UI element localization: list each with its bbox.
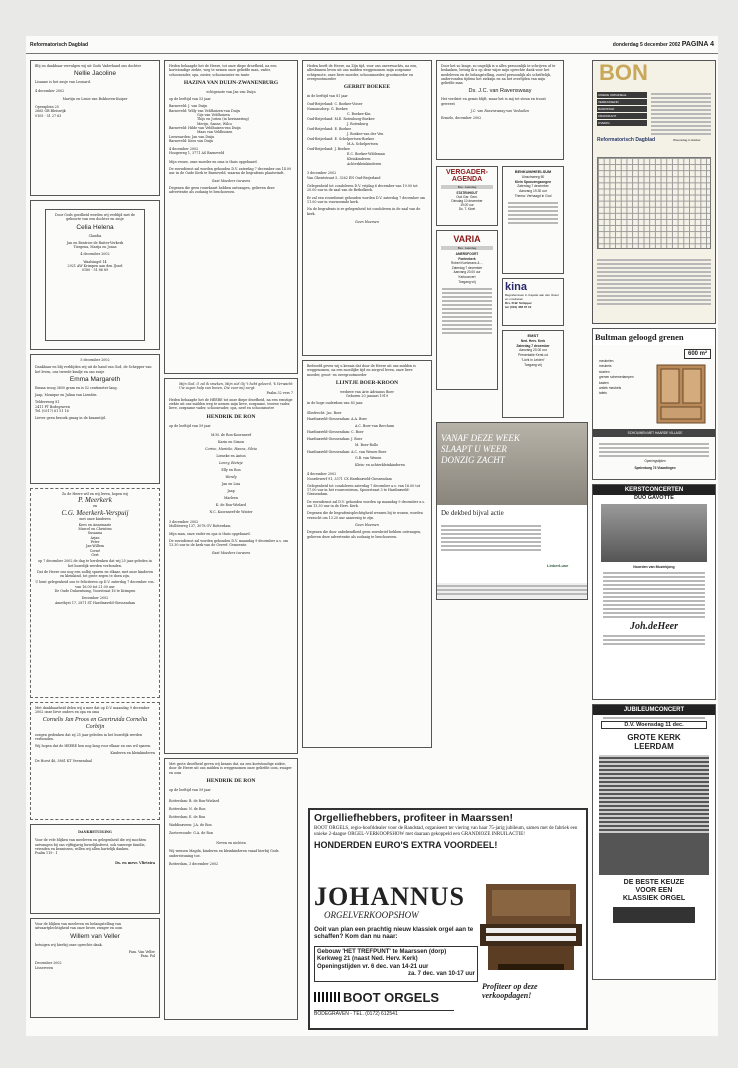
location-line: Gebouw 'HET TREFPUNT' te Maarssen (dorp) — [317, 949, 447, 955]
list-item: Marcel en Christien — [78, 527, 112, 532]
bon-sub: Woensdag 2 oktober — [673, 138, 701, 142]
location-line: za. 7 dec. van 10-17 uur — [407, 971, 475, 978]
bon-tab: RANDSTAD — [597, 106, 647, 112]
relative: Barneveld: Willy van Veldhuizen-van Duijn — [169, 108, 240, 113]
joh-de-heer-logo: Joh.deHeer — [629, 621, 679, 632]
notice-sig: Ds. en mevr. Vlietstra — [115, 861, 155, 866]
obituary-boekee — [302, 60, 432, 356]
notice-address: Hoogeweg 1, 3771 AS Barneveld — [169, 151, 225, 156]
notice-intro: Heden heeft de Heere, na Zijn tijd, voor ons onverwachts, na een, allesbinnen leven uit ons midden weggenomen mijn zorgzame echtgenote, onze lieve moeder, schoonmoeder, grootmoeder en overgrootmoeder — [307, 64, 418, 81]
ad-line: Presentatie Kerst-cd — [518, 353, 548, 358]
list-item: Elly en Ron — [221, 468, 241, 473]
notice-line: Degenen die door onbekendheid geen rouwbrief hebben ontvangen, gelieven deze advertentie als zodanig te beschouwen. — [307, 530, 422, 539]
relative: Maas van Veldhuizen — [197, 130, 233, 135]
notice-date: 4 december 2002 — [169, 147, 199, 152]
ad-line: Klein Sponzengzongen — [514, 179, 552, 184]
notice-line: op 7 december 2002 de dag te herdenken dat wij 25 jaar geleden in het huwelijk werden verbonden. — [38, 559, 152, 568]
bon-tab: UNIEKE ORIGINELE — [597, 92, 647, 98]
agenda-item: Ds. T. Kloet — [458, 207, 476, 211]
relative: Sliedrecht: Jac. Boer — [307, 410, 342, 415]
notice-date: 3 december 2002 — [169, 520, 199, 525]
agenda-item: STATENHOUT — [456, 191, 478, 195]
obituary-boer-kroon — [302, 360, 432, 748]
couple-name: Cornelis Jan Proos en Geertruida Cornelia Corbijn — [42, 716, 148, 730]
relative: Waddinxveen: J.A. de Ron — [169, 823, 212, 828]
relative: M.A. Schelpertsen — [347, 142, 378, 147]
johannus-slogan: Profiteer op deze verkoopdagen! — [482, 982, 538, 1000]
notice-intro: Heden behaagde het de HEERE tot onze diepe droefheid, na een ernstige ziekte uit ons midden weg te nemen mijn lieve, zorgzame, trouwe vader, lieve, zorgzame vader, schoonvader, opa, neef en schoonzuster — [169, 397, 293, 411]
notice-intro: Dankbaar en blij verblijden wij uit de hand van God, de Schepper van het leven, ons tweede kindje en ons zusje — [35, 365, 152, 374]
relative: Rotterdam: E. de Ron — [169, 815, 206, 820]
notice-line: Gaat Moeders toewens — [211, 178, 251, 183]
list-item: kasten — [599, 380, 609, 385]
relative: Hardinxveld-Giessendam: C. Boer — [307, 430, 364, 435]
notice-address: Van Ghentstraat 5, 3262 EN Oud-Beijerland — [307, 175, 381, 180]
notice-address: Operaplein 25 — [35, 105, 59, 110]
ad-line: Aanvang 19.30 uur — [519, 189, 547, 194]
relative: Oud-Beijerland: E. Boekee — [307, 127, 352, 132]
list-item: Arjan — [90, 535, 100, 540]
relative: Gijs van Veldhuizen — [197, 113, 230, 118]
notice-address: 2921 AW Krimpen aan den IJssel — [67, 264, 123, 269]
thanks-notice — [30, 824, 160, 914]
jub-slogan: KLASSIEK ORGEL — [622, 895, 686, 902]
deceased-name: HENDRIK DE RON — [206, 413, 256, 420]
relative: Oud-Beijerland: C. Boekee-Visser — [307, 102, 363, 107]
notice-line: Mijn man, onze vader en opa is thuis opgebaard. — [169, 531, 251, 536]
kerstconcert-ad — [592, 484, 716, 700]
notice-intro: Zo de Heere wil en wij leven, hopen wij — [61, 492, 129, 496]
johannus-logo-sub: ORGELVERKOOPSHOW — [324, 910, 419, 920]
relative: Thijs en Jorien (in herinnering) — [197, 117, 249, 122]
jubileum-ad — [592, 704, 716, 980]
relative: Barneveld: J. van Duijn — [169, 104, 208, 109]
headline-line: VANAF DEZE WEEK — [441, 433, 520, 443]
ad-line: Zaterdag 7 december — [517, 184, 549, 189]
relative: Rotterdam: B. de Ron-Wielard — [169, 799, 220, 804]
list-item: meubels — [599, 364, 612, 369]
jub-slogan: VOOR EEN — [635, 887, 673, 894]
relative: Numansdorp: G. Boekee — [307, 107, 348, 112]
ad-line: Begrafenissen in Capelle aan den IJssel en omstreken — [505, 293, 559, 301]
bon-grid — [597, 157, 711, 249]
relative: Oud-Beijerland: E. Schelpertsen-Boekee — [307, 137, 375, 142]
notice-line: U bent gelegenheid ons te feliciteren op D.V. zaterdag 7 december v.m. van 16.00 tot 21.00 uur — [35, 580, 155, 589]
relative: Merijn, Sanne, Wilco — [197, 121, 232, 126]
notice-line: Gelegenheid tot condoleren zaterdag 7 december a.s. van 16.00 tot 17.00 uur in het rouwcentrum, Spoorstraat 3 te Hardinxveld-Giessendam. — [307, 483, 421, 497]
birth-notice-nellie — [30, 60, 160, 196]
list-item: Zaterdag 7 december — [451, 265, 483, 270]
notice-line: Emma woog 3650 gram en is 52 centimeter lang. — [35, 385, 118, 390]
notice-address: Waalsingel 14 — [83, 259, 107, 264]
notice-age: op de leeftijd van 59 jaar — [169, 423, 211, 428]
anniversary-proos — [30, 702, 160, 820]
notice-intro: Bedroefd geven wij u kennis dat door de Heere uit ons midden is weggenomen, na een moeilijke tijd en zorgvol leven, onze lieve moeder, groot- en overgrootmoeder — [307, 364, 416, 377]
headline-line: DONZIG ZACHT — [441, 455, 505, 465]
dekbed-ad — [436, 422, 588, 600]
list-item: Toegang vrij — [458, 279, 476, 284]
ad-line: Zaterdag 7 december — [516, 343, 550, 348]
notice-address: Molliteweg 137, 3078 GV Rotterdam — [169, 524, 231, 529]
notice-born: Geboren 20 januari 1919 — [346, 394, 388, 399]
notice-date: Ermelo, december 2002 — [441, 116, 482, 121]
notice-date: 5 december 2002 — [80, 358, 110, 362]
relative: J. Boekee-van der Ven — [347, 132, 384, 137]
list-item: Jaap — [227, 489, 235, 494]
johannus-location — [314, 946, 478, 982]
notice-address: 2411 PT Bodegraven — [35, 404, 70, 409]
relative: C. Boekee-Kin — [347, 112, 371, 117]
relative: Barneveld: Hilde van Veldhuizen-van Duijn — [169, 125, 241, 130]
notice-sig: Kinderen en kleinkinderen — [110, 751, 155, 756]
notice-line: zoegen gedenken dat zij 25 jaar geleden in het huwelijk werden verbonden. — [35, 732, 143, 741]
johannus-body: BOOT ORGELS, regio-hoofddealer voor de Randstad, organiseert ter viering van haar 75-jarig jubileum, samen met de fabriek een unieke 2-daagse ORGEL-VERKOOPSHOW met daaraan gekoppeld een GRANDIOZE INRUILACTIE! — [314, 826, 578, 838]
notice-line: Dat de Heere ons nog een nolbij sparen en elkaar, met onze kinderen en kleinkind, tot grote zegen te doen zijn. — [36, 569, 154, 579]
duo-photo — [601, 504, 707, 562]
jub-venue: GROTE KERK — [627, 733, 681, 742]
relative: M. Boer-Rollo — [355, 443, 379, 448]
relative: A.C. Boer-van Berchum — [355, 423, 395, 428]
anniversary-meerkerk — [30, 488, 160, 698]
notice-date: Rotterdam, 3 december 2002 — [169, 862, 219, 867]
notice-address: 2665 GB Bleiswijk — [35, 109, 66, 114]
notice-sig: Fam. Pol — [140, 954, 155, 959]
kerst-title: KERSTCONCERTEN — [593, 485, 715, 495]
list-item: Kerkconcert — [458, 274, 476, 279]
notice-address: Noordewerf 91, 3371 CX Hardinxveld-Giessendam — [307, 476, 392, 481]
page-header — [26, 36, 718, 54]
relative: Hardinxveld-Giessendam: A.A. Boer — [307, 417, 367, 422]
child-name: Emma Margareth — [69, 375, 121, 383]
notice-verse: Mijn God, O zal ik smeken, Mijn ziel Gij 't hebt geleerd, 'k Verwacht Uw zegen hulp van boven, Die voor mij zorgt. — [179, 382, 293, 391]
child-nickname: Claudia — [88, 233, 102, 238]
conjunction: en — [92, 504, 98, 509]
header-date: donderdag 5 december 2002 — [612, 42, 681, 48]
johannus-subheadline: HONDERDEN EURO'S EXTRA VOORDEEL! — [314, 839, 498, 850]
notice-line: Gaat Moeders toewens — [211, 550, 251, 555]
notice-line: Neven en nichten — [216, 841, 246, 846]
notice-sig: J.C. van Ravenswaay-van Voskuilen — [470, 109, 530, 114]
ad-title: BENKUM/HEELSUM — [514, 170, 552, 174]
list-item: Gert — [91, 552, 99, 557]
varia-ad — [436, 230, 498, 390]
list-item: Wendy — [225, 475, 237, 480]
cabinet-image — [653, 363, 709, 425]
agenda-item: Oud Gar. Gem. — [456, 195, 478, 199]
notice-date: 3 december 2002 — [307, 171, 337, 176]
notice-address: Teldersweg 81 — [35, 400, 60, 405]
bon-tab: KRAKKRANT — [597, 113, 647, 119]
organ-image — [478, 880, 584, 974]
column-1 — [30, 60, 160, 1030]
thanks-van-veller — [30, 918, 160, 1018]
relative: J. Rotenburg — [347, 122, 368, 127]
notice-date: 4 december 2002 — [307, 472, 337, 477]
bon-tab: OVERIG — [597, 120, 647, 126]
ad-line: Thema: Verhaagd in God — [514, 193, 552, 198]
bultman-banner: SCHOUWEN MET HAARDE VILLAGE — [593, 429, 716, 437]
ad-line: "Licht in Leiden" — [521, 357, 545, 362]
column-3 — [302, 60, 432, 760]
notice-sig: Fam. Van Veller — [128, 949, 155, 954]
boot-orgels-contact: BODEGRAVEN - TEL. (0172) 612541 — [314, 1010, 454, 1017]
notice-intro: Met grote droefheid geven wij kennis dat, na een kortstondige ziekte, door de Heere uit ons midden is weggenomen onze geliefde oom, zwager en oom — [169, 762, 292, 775]
bon-tabs — [597, 91, 647, 127]
child-name: Nellie Jacoline — [74, 70, 116, 78]
location-line: Kerkweg 21 (naast Ned. Herv. Kerk) — [317, 956, 418, 963]
kerst-line: Noorden van Muziekjong — [633, 565, 675, 569]
relative: E.C. Boekee-Wildeman — [347, 152, 385, 157]
notice-date: 4 december 2002 — [35, 88, 65, 93]
birth-notice-emma — [30, 354, 160, 484]
spouse-name: C.G. Meerkerk-Verspuij — [61, 508, 129, 517]
emst-ad — [502, 330, 564, 418]
agenda-title: AGENDA — [451, 176, 483, 183]
relative: Klein- en achterkleinkinderen — [355, 462, 405, 467]
performers-block — [599, 755, 709, 875]
children-list — [35, 523, 155, 557]
notice-date: 4 december 2002 — [80, 252, 110, 257]
relatives-list — [169, 797, 293, 837]
notice-age: in de hoge ouderdom van 83 jaar. — [307, 401, 364, 406]
list-item: Jan-Willem — [86, 544, 104, 549]
relative: Oud-Beijerland: J. Boekee — [307, 147, 350, 152]
list-item: Corine, Marieke, Hanna, Silvia — [205, 447, 257, 452]
list-item: AMERSFOORT — [455, 252, 479, 256]
notice-age: in de leeftijd van 81 jaar — [307, 94, 348, 99]
relative: Hardinxveld-Giessendam: A.C. van Wenen-Boer — [307, 449, 387, 454]
obituary-de-ron-siblings — [164, 758, 298, 1020]
ad-line: Drs. R.W. Schipper — [505, 301, 532, 305]
notice-phone: Tel. (0317) 61 51 16 — [35, 409, 69, 414]
list-item: meubelen — [599, 359, 614, 363]
notice-siblings: Tirzgena, Marija en Jonas — [73, 245, 117, 250]
notice-phone: 0105 - 51 27 63 — [35, 113, 62, 118]
bultman-address: Spelenburg 74 Vlaardingen — [634, 466, 676, 470]
dekbed-sub: De dekbed bijval actie — [441, 509, 504, 517]
deceased-name: HENDRIK DE RON — [206, 777, 256, 784]
notice-phone: 0180 - 51 86 89 — [81, 268, 109, 273]
paper-name: Reformatorisch Dagblad — [30, 41, 89, 48]
vergader-agenda — [436, 166, 498, 226]
notice-line: De rouwdienst zal worden gehouden D.V. zaterdag 7 december om 14.00 uur in de Oude Kerk te Barneveld, waarna de begrafenis plaatsvindt. — [169, 167, 292, 176]
jub-date: D.V. Woensdag 11 dec. — [601, 721, 707, 729]
notice-line: Lisanne is het zusje van Leonard. — [35, 80, 91, 85]
deceased-name: GERRIT BOEKEE — [343, 84, 391, 91]
list-item: antiek meubels — [599, 386, 622, 391]
bon-title: BON — [599, 60, 648, 85]
relative: G.B. van Wenen — [355, 456, 382, 461]
list-item: N.C. Koornneef-de Winter — [209, 510, 253, 515]
deceased-name: Willem van Veller — [70, 932, 120, 940]
benkum-ad — [502, 166, 564, 274]
notice-line: Na de begrafenis is er gelegenheid tot condoleren in de zaal van de kerk. — [307, 207, 421, 216]
johannus-headline: Orgelliefhebbers, profiteer in Maarssen! — [314, 812, 513, 824]
notice-line: Het verdriet en gemis blijft, maar het is mij tot steun en troost geweest — [441, 97, 546, 106]
showroom-size: 600 m² — [684, 349, 711, 359]
bultman-ad — [592, 328, 716, 480]
child-name: Celia Helena — [76, 223, 114, 231]
notice-address: Amethyst 17, 2871 ST Hardinxveld-Giessendam — [54, 600, 136, 605]
relative: Barneveld: Kees van Duijn — [169, 138, 214, 143]
linker-logo: LinkerLuse — [547, 563, 569, 568]
notice-parents: Jaap, Monique en Julian van Lienden — [35, 393, 97, 398]
notice-body: Voor de vele blijken van meeleven en gelegenheid die wij mochten ontvangen bij ons vijftigjarig huwelijksfeest, ook vanwege familie, vrienden en kennissen, willen wij allen hartelijk danken. — [35, 838, 147, 851]
notice-sub: weduwe van Arie Adrianus Boer — [340, 389, 394, 394]
column-2 — [164, 60, 298, 1030]
notice-body: Door het zo lange, zo ongelijk is u alles persoonlijk te schrijven of te bedanken, betuig ik u op deze wijze mijn oprechte dank voor het medeleven en de belangstelling, zowel persoonlijk als schriftelijk, ondervonden tijdens het ziekzijn en na het overlijden van mijn geliefde man — [441, 64, 556, 86]
list-item: K. de Ron-Wielard — [215, 503, 247, 508]
bon-tab: VERRASSEND — [597, 99, 647, 105]
ad-line: tel. (010) 458 37 12 — [505, 305, 532, 309]
notice-intro: Blij en dankbaar vervulgen wij uit Gods Vaderhand ons dochter — [35, 64, 142, 68]
ad-sub: Ned. Herv. Kerk — [520, 338, 546, 343]
deceased-name: HAZINA VAN DUIJN-ZWANENBURG — [183, 79, 279, 86]
notice-place: Lisserveen — [35, 965, 54, 970]
bultman-title: Bultman geloogd grenen — [593, 329, 715, 345]
notice-note: Degenen die geen rouwkaart hebben ontvangen, gelieven deze advertentie als zodanig te beschouwen. — [169, 185, 275, 195]
notice-intro: Heden behaagde het de Heere, tot onze diepe droefheid, na een kortstondige ziekte, weg te nemen onze geliefde man, vader, schoonvader, opa, zuster, schoonzuster en tante — [169, 64, 277, 77]
deceased-name: LIJNTJE BOER-KROON — [335, 379, 399, 386]
list-item: tafels — [599, 391, 607, 396]
relative: Zoeterwoude: G.A. de Ron — [169, 831, 213, 836]
bon-coupon — [592, 60, 716, 324]
agenda-tag: Bes. zaterdag — [441, 185, 493, 189]
relative: Kleinkinderen — [347, 157, 371, 162]
obituary-van-duijn — [164, 60, 298, 374]
notice-intro: Met dankbaarheid delen wij u mee dat op D.V. maandag 9 december 2002 onze lieve ouders en opa en oma — [35, 706, 150, 715]
jub-title: JUBILEUMCONCERT — [593, 705, 715, 715]
organ-pipes-icon — [314, 992, 340, 1002]
notice-line: Geen bloemen — [354, 219, 379, 224]
notice-place: De Oude Dulaentuing, Voorstraat 16 te Krimpen — [54, 589, 136, 594]
notice-address: De Horst 46, 3861 KT Veenendaal — [35, 758, 92, 763]
kina-logo: kina — [505, 281, 528, 293]
list-item: Aanvang 20.00 uur — [453, 270, 481, 275]
deceased-name: Ds. J.C. van Ravenswaay — [468, 88, 532, 95]
stolk-logo — [613, 907, 695, 923]
relatives-list — [307, 410, 427, 469]
relative: Achterkleinkinderen — [347, 162, 382, 167]
notice-parents: Jan en Beatrice de Ruiter-Verkerk — [66, 240, 124, 245]
notice-verse: Psalm 119 : 1 — [35, 851, 58, 856]
thanks-van-ravenswaay — [436, 60, 564, 160]
ad-title: EMST — [527, 333, 539, 338]
notice-sub: met onze kinderen — [79, 516, 111, 521]
notice-line: De rouwdienst zal D.V. gehouden worden op maandag 9 december a.s. om 13.30 uur in de Herv. Kerk. — [307, 499, 426, 509]
notice-body: Voor de blijken van meeleven en belangstelling van uitvaartplechtigheid van onze broer, zwager en oom — [35, 922, 123, 931]
notice-sub: echtgenote van Jan van Duijn — [206, 89, 256, 94]
relatives-list — [169, 432, 293, 516]
kerst-sub: DUO GAVOTTE — [634, 495, 674, 501]
varia-lines — [437, 252, 497, 284]
birth-notice-celia — [30, 200, 160, 350]
list-item: Corné — [89, 548, 101, 553]
relative: Leeuwarden: Jan van Duijn — [169, 134, 215, 139]
list-item: Peter — [90, 540, 100, 545]
list-item: Fontenkerk — [458, 256, 476, 261]
notice-title: DANKBETUIGING — [78, 830, 112, 834]
notice-line: Er zal een rouwdienst gehouden worden D.V. zaterdag 7 december om 11.00 uur in voornoemde kerk. — [307, 195, 426, 204]
list-item: Marleen — [224, 496, 238, 501]
agenda-item: Dinsdag 10 december — [451, 199, 483, 203]
bultman-list — [599, 359, 634, 397]
obituary-de-ron-family — [164, 378, 298, 754]
list-item: Susanna — [87, 531, 103, 536]
boot-orgels-name: BOOT ORGELS — [343, 990, 440, 1005]
newspaper-page — [26, 36, 718, 1036]
boot-orgels-logo — [314, 990, 439, 1005]
list-item: stoelen — [599, 369, 610, 374]
notice-line: Mijn vrouw, onze moeder en oma is thuis opgebaard. — [169, 159, 258, 164]
relatives-list — [307, 102, 427, 167]
notice-note: Liever geen bezoek graag in de kraamtijd. — [35, 416, 106, 421]
ad-line: Toegang vrij — [524, 362, 542, 367]
list-item: M.M. de Ron-Koornneef — [211, 433, 251, 438]
headline-line: SLAAPT U WEER — [441, 444, 507, 454]
notice-line: Geen bloemen — [354, 522, 379, 527]
list-item: Kees en Annemarie — [78, 522, 112, 527]
agenda-title: VERGADER- — [445, 169, 488, 176]
ad-line: Aanvang 20.00 uur — [519, 348, 547, 353]
relative: Hardinxveld-Giessendam: J. Boer — [307, 436, 363, 441]
bultman-hours: Openingstijden — [644, 459, 666, 463]
notice-date: December 2002 — [35, 961, 62, 966]
varia-title: VARIA — [453, 234, 481, 244]
kina-ad — [502, 278, 564, 326]
bon-brand: Reformatorisch Dagblad — [597, 137, 656, 143]
dekbed-headline — [441, 433, 520, 466]
page-number: PAGINA 4 — [681, 41, 714, 48]
relative: Rotterdam: N. de Ron — [169, 807, 206, 812]
notice-line: Degenen die de begrafenisplechtigheid wensen bij te wonen, worden verzocht om 13.20 uur aanwezig te zijn. — [307, 511, 423, 520]
list-item: grenen schemerlampen — [599, 375, 634, 380]
notice-line: betuigen wij hierbij onze oprechte dank. — [35, 942, 103, 947]
notice-date: December 2002 — [81, 596, 109, 601]
notice-line: Wij hopen dat de HEERE hen nog lang voor elkaar en ons wil sparen. — [35, 744, 152, 749]
jub-venue: LEERDAM — [634, 742, 674, 751]
notice-line: Gelegenheid tot condoleren D.V. vrijdag 6 december van 19.00 tot 20.00 uur in de zaal van de Bethelkerk. — [307, 184, 418, 193]
verse-ref: Psalm 32 vers 7 — [266, 390, 293, 395]
list-item: Lenny, Rieteje — [219, 461, 243, 466]
list-item: Jan en Lisa — [221, 482, 241, 487]
agenda-item: 19.00 uur — [460, 203, 474, 207]
jub-slogan: DE BESTE KEUZE — [623, 879, 685, 886]
notice-age: op de leeftijd van 53 jaar — [169, 97, 211, 102]
list-item: Lieneke en Anton — [216, 454, 246, 459]
johannus-ad — [308, 808, 588, 1030]
relative: Oud-Beijerland: M.E. Rotenburg-Boekee — [307, 117, 375, 122]
johannus-tagline: Ooit van plan een prachtig nieuw klassiek orgel aan te schaffen? Kom dan nu naar: — [314, 926, 474, 941]
notice-line: Wij wensen Magda, kinderen en kleinkinderen vanaf hierbij Gods ondersteuning toe. — [169, 849, 279, 858]
list-item: Karin en Simon — [218, 440, 244, 445]
list-item: Robert Koekmans & ... — [450, 261, 484, 266]
notice-intro: Door Gods goedheid werden wij verblijd met de geboorte van een dochter en zusje — [55, 213, 135, 222]
ad-sub: Uinschweeg 50 — [521, 174, 545, 179]
notice-age: op de leeftijd van 59 jaar — [169, 787, 211, 792]
location-line: Openingstijden vr. 6 dec. van 14-21 uur — [317, 963, 429, 970]
spouse-name: P. Meerkerk — [78, 496, 112, 505]
notice-line: De rouwdienst zal worden gehouden D.V. maandag 9 december a.s. om 13.30 uur in de kerk van de Gerref. Gemeente. — [169, 538, 289, 548]
johannus-logo: JOHANNUS — [314, 882, 466, 911]
varia-tag: Bes. zaterdag — [441, 246, 493, 250]
notice-parents: Martijn en Lenie van Bokhoven-Kuiper — [62, 96, 128, 101]
